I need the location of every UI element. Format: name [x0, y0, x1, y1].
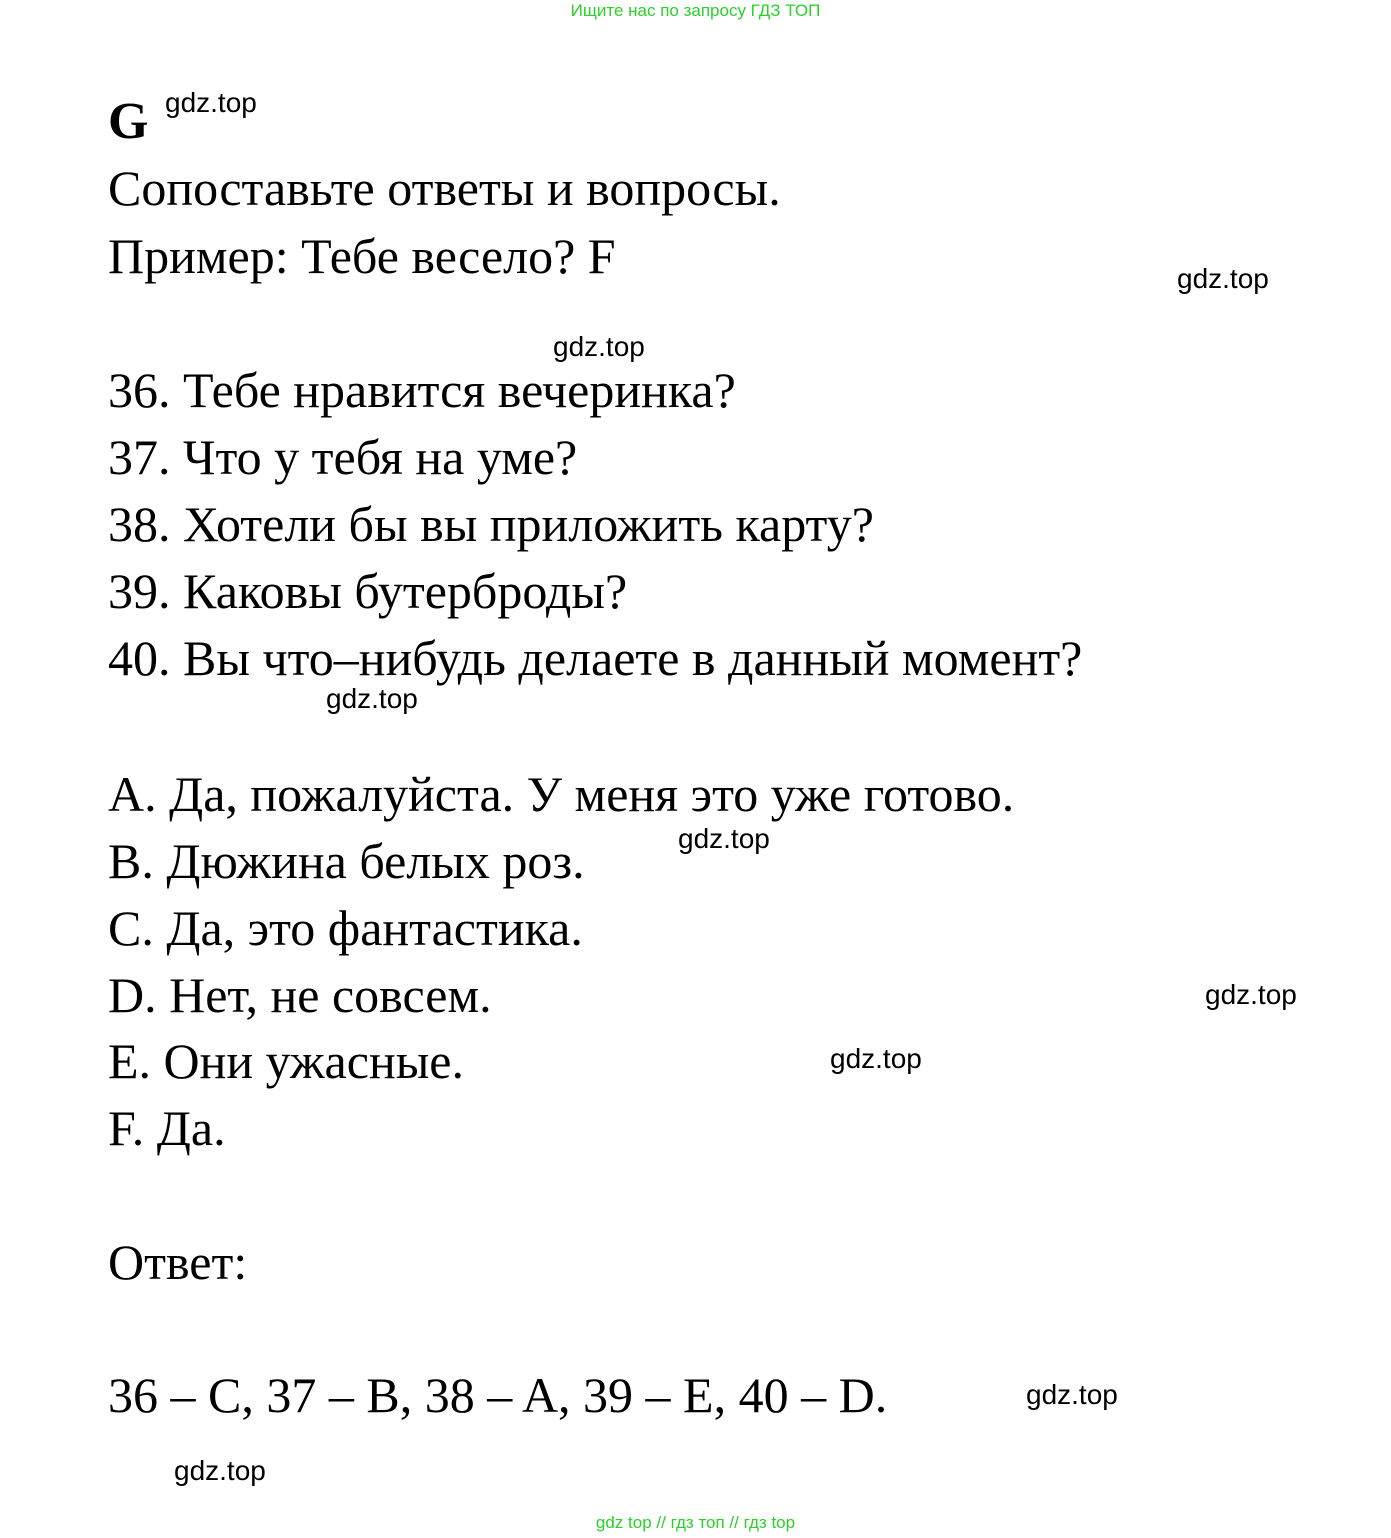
answer-b: B. Дюжина белых роз. — [108, 833, 585, 889]
footer: gdz top // гдз топ // гдз top — [595, 1513, 796, 1532]
example: Пример: Тебе весело? F — [108, 228, 616, 284]
top-banner: Ищите нас по запросу ГДЗ ТОП — [570, 1, 821, 20]
answer-text: 36 – C, 37 – B, 38 – A, 39 – E, 40 – D. — [108, 1367, 888, 1423]
question-36: 36. Тебе нравится вечеринка? — [108, 362, 736, 418]
question-39: 39. Каковы бутерброды? — [108, 563, 628, 619]
watermark: gdz.top — [165, 87, 257, 118]
answer-a: A. Да, пожалуйста. У меня это уже готово. — [108, 766, 1015, 822]
answer-d: D. Нет, не совсем. — [108, 967, 492, 1023]
answer-c: C. Да, это фантастика. — [108, 900, 583, 956]
watermark: gdz.top — [830, 1043, 922, 1074]
watermark: gdz.top — [174, 1455, 266, 1486]
watermark: gdz.top — [553, 331, 645, 362]
answer-f: F. Да. — [108, 1100, 226, 1156]
instruction: Сопоставьте ответы и вопросы. — [108, 160, 781, 216]
watermark: gdz.top — [1205, 979, 1297, 1010]
answer-e: E. Они ужасные. — [108, 1033, 464, 1089]
section-letter: G — [108, 93, 149, 150]
watermark: gdz.top — [1026, 1379, 1118, 1410]
watermark: gdz.top — [1177, 263, 1269, 294]
watermark: gdz.top — [326, 683, 418, 714]
question-37: 37. Что у тебя на уме? — [108, 429, 578, 485]
question-38: 38. Хотели бы вы приложить карту? — [108, 496, 874, 552]
answer-label: Ответ: — [108, 1234, 248, 1290]
watermark: gdz.top — [678, 823, 770, 854]
question-40: 40. Вы что–нибудь делаете в данный момент? — [108, 630, 1083, 686]
